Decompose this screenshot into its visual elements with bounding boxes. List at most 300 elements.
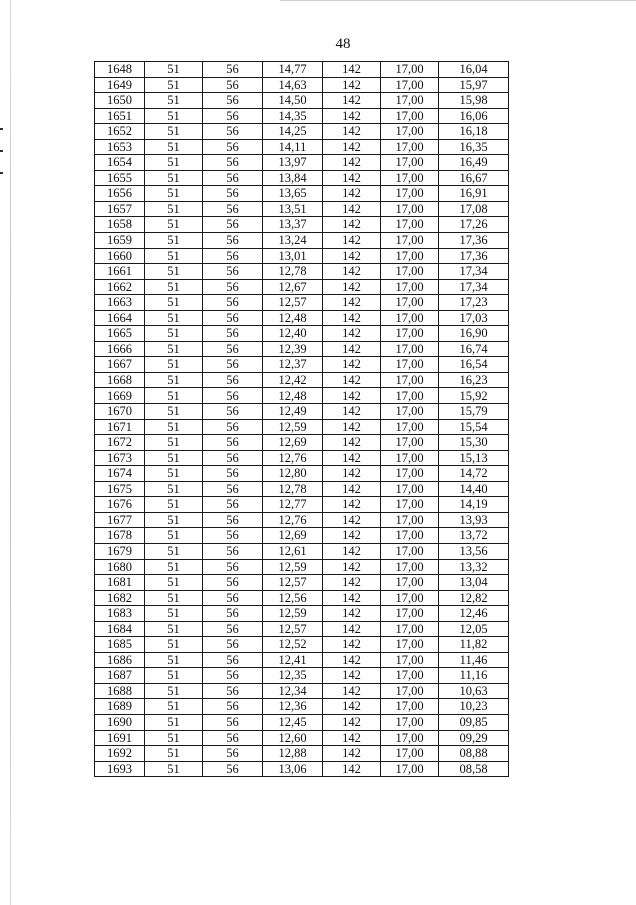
table-cell: 12,36 [263,699,323,715]
table-cell: 16,90 [439,326,509,342]
table-cell: 142 [323,652,381,668]
table-cell: 12,37 [263,357,323,373]
table-cell: 142 [323,512,381,528]
table-cell: 14,35 [263,108,323,124]
table-cell: 13,04 [439,575,509,591]
table-cell: 14,11 [263,139,323,155]
table-cell: 51 [145,714,203,730]
table-cell: 12,57 [263,575,323,591]
table-row [95,62,509,78]
table-cell: 56 [203,139,263,155]
table-cell: 56 [203,388,263,404]
table-cell: 12,61 [263,543,323,559]
table-cell: 51 [145,326,203,342]
table-cell: 17,00 [381,341,439,357]
table-cell: 12,46 [439,606,509,622]
table-cell: 1660 [95,248,145,264]
data-table [94,61,509,777]
table-cell: 16,91 [439,186,509,202]
table-cell: 56 [203,77,263,93]
table-row [95,170,509,186]
table-cell: 14,77 [263,62,323,78]
table-cell: 142 [323,668,381,684]
table-cell: 17,00 [381,590,439,606]
table-cell: 17,00 [381,279,439,295]
table-cell: 51 [145,543,203,559]
table-cell: 12,49 [263,404,323,420]
table-cell: 142 [323,419,381,435]
table-cell: 17,00 [381,108,439,124]
table-cell: 1689 [95,699,145,715]
table-cell: 17,26 [439,217,509,233]
table-cell: 1656 [95,186,145,202]
table-cell: 16,67 [439,170,509,186]
table-row [95,248,509,264]
table-cell: 56 [203,404,263,420]
table-row [95,668,509,684]
table-row [95,435,509,451]
table-cell: 1652 [95,124,145,140]
table-cell: 51 [145,730,203,746]
table-cell: 56 [203,466,263,482]
table-row [95,155,509,171]
table-cell: 17,00 [381,124,439,140]
table-cell: 17,36 [439,248,509,264]
table-cell: 51 [145,746,203,762]
table-cell: 1662 [95,279,145,295]
table-cell: 1661 [95,264,145,280]
table-cell: 12,76 [263,450,323,466]
table-cell: 1688 [95,683,145,699]
table-cell: 142 [323,590,381,606]
table-cell: 12,67 [263,279,323,295]
table-cell: 1669 [95,388,145,404]
table-cell: 17,00 [381,62,439,78]
table-cell: 142 [323,730,381,746]
table-cell: 14,25 [263,124,323,140]
table-cell: 08,88 [439,746,509,762]
table-cell: 142 [323,497,381,513]
table-cell: 14,50 [263,93,323,109]
table-cell: 1663 [95,295,145,311]
table-row [95,264,509,280]
table-cell: 16,54 [439,357,509,373]
page-number: 48 [335,36,351,52]
table-row [95,326,509,342]
table-row [95,481,509,497]
table-cell: 1683 [95,606,145,622]
table-cell: 56 [203,326,263,342]
table-cell: 56 [203,93,263,109]
table-cell: 17,34 [439,264,509,280]
table-row [95,295,509,311]
table-cell: 56 [203,341,263,357]
table-cell: 56 [203,575,263,591]
table-cell: 17,00 [381,248,439,264]
table-cell: 1665 [95,326,145,342]
table-cell: 12,52 [263,637,323,653]
table-cell: 142 [323,155,381,171]
table-row [95,372,509,388]
table-cell: 17,00 [381,186,439,202]
table-cell: 17,00 [381,388,439,404]
table-cell: 142 [323,310,381,326]
table-row [95,404,509,420]
table-cell: 142 [323,543,381,559]
table-cell: 12,78 [263,264,323,280]
table-cell: 13,97 [263,155,323,171]
table-cell: 142 [323,341,381,357]
table-cell: 56 [203,372,263,388]
table-cell: 51 [145,341,203,357]
table-cell: 1684 [95,621,145,637]
table-cell: 17,00 [381,497,439,513]
table-cell: 51 [145,606,203,622]
table-cell: 17,00 [381,201,439,217]
table-row [95,637,509,653]
table-cell: 12,34 [263,683,323,699]
table-cell: 13,84 [263,170,323,186]
table-row [95,341,509,357]
table-cell: 14,40 [439,481,509,497]
table-cell: 17,00 [381,155,439,171]
table-cell: 14,19 [439,497,509,513]
table-cell: 51 [145,139,203,155]
table-cell: 1679 [95,543,145,559]
table-cell: 12,41 [263,652,323,668]
table-cell: 1667 [95,357,145,373]
table-cell: 15,13 [439,450,509,466]
table-cell: 51 [145,590,203,606]
table-cell: 14,72 [439,466,509,482]
table-cell: 142 [323,233,381,249]
table-row [95,746,509,762]
table-cell: 56 [203,621,263,637]
table-cell: 142 [323,559,381,575]
table-cell: 17,00 [381,481,439,497]
table-row [95,450,509,466]
table-cell: 1687 [95,668,145,684]
table-cell: 51 [145,310,203,326]
table-cell: 142 [323,528,381,544]
table-cell: 142 [323,62,381,78]
table-cell: 56 [203,543,263,559]
table-row [95,108,509,124]
table-row [95,419,509,435]
table-cell: 12,48 [263,388,323,404]
table-row [95,683,509,699]
scan-artifact-mark [0,150,3,152]
table-cell: 17,00 [381,761,439,777]
table-cell: 17,00 [381,730,439,746]
table-cell: 15,92 [439,388,509,404]
table-cell: 12,05 [439,621,509,637]
table-row [95,575,509,591]
table-cell: 56 [203,590,263,606]
table-cell: 16,06 [439,108,509,124]
table-cell: 51 [145,559,203,575]
table-cell: 56 [203,559,263,575]
table-cell: 1673 [95,450,145,466]
table-cell: 51 [145,108,203,124]
table-cell: 12,56 [263,590,323,606]
table-cell: 142 [323,699,381,715]
table-cell: 51 [145,528,203,544]
table-cell: 17,00 [381,543,439,559]
table-cell: 16,18 [439,124,509,140]
table-row [95,233,509,249]
table-cell: 56 [203,310,263,326]
table-row [95,466,509,482]
table-cell: 56 [203,450,263,466]
table-row [95,497,509,513]
table-cell: 17,00 [381,746,439,762]
table-cell: 13,06 [263,761,323,777]
table-cell: 142 [323,279,381,295]
table-row [95,714,509,730]
table-cell: 56 [203,746,263,762]
table-cell: 17,00 [381,93,439,109]
table-cell: 1690 [95,714,145,730]
table-cell: 1659 [95,233,145,249]
table-cell: 17,00 [381,77,439,93]
table-cell: 17,00 [381,310,439,326]
table-cell: 11,16 [439,668,509,684]
table-cell: 12,82 [439,590,509,606]
table-cell: 142 [323,186,381,202]
table-cell: 51 [145,419,203,435]
table-cell: 11,46 [439,652,509,668]
table-cell: 51 [145,372,203,388]
table-cell: 56 [203,714,263,730]
table-cell: 56 [203,730,263,746]
table-cell: 56 [203,512,263,528]
table-cell: 56 [203,761,263,777]
table-cell: 15,98 [439,93,509,109]
table-cell: 12,57 [263,621,323,637]
table-cell: 12,76 [263,512,323,528]
table-row [95,388,509,404]
table-cell: 17,00 [381,372,439,388]
table-cell: 142 [323,201,381,217]
table-cell: 17,00 [381,295,439,311]
table-cell: 142 [323,404,381,420]
table-cell: 12,39 [263,341,323,357]
table-cell: 142 [323,139,381,155]
table-cell: 09,29 [439,730,509,746]
table-cell: 17,00 [381,512,439,528]
table-cell: 17,00 [381,652,439,668]
table-cell: 56 [203,155,263,171]
table-row [95,761,509,777]
table-cell: 51 [145,621,203,637]
table-cell: 51 [145,62,203,78]
table-cell: 17,00 [381,575,439,591]
table-cell: 142 [323,295,381,311]
table-cell: 16,23 [439,372,509,388]
table-cell: 142 [323,77,381,93]
table-cell: 142 [323,606,381,622]
table-cell: 12,69 [263,528,323,544]
table-row [95,730,509,746]
table-cell: 1671 [95,419,145,435]
table-cell: 1657 [95,201,145,217]
table-cell: 1685 [95,637,145,653]
table-row [95,559,509,575]
table-cell: 56 [203,652,263,668]
table-cell: 51 [145,217,203,233]
table-cell: 142 [323,93,381,109]
table-row [95,590,509,606]
table-cell: 12,40 [263,326,323,342]
table-cell: 51 [145,512,203,528]
table-cell: 17,00 [381,139,439,155]
table-cell: 17,00 [381,699,439,715]
table-cell: 51 [145,388,203,404]
table-cell: 1668 [95,372,145,388]
table-cell: 56 [203,637,263,653]
table-row [95,201,509,217]
table-row [95,528,509,544]
table-cell: 51 [145,699,203,715]
table-cell: 17,00 [381,233,439,249]
table-cell: 142 [323,746,381,762]
table-cell: 142 [323,683,381,699]
table-cell: 51 [145,264,203,280]
table-cell: 56 [203,357,263,373]
table-cell: 142 [323,124,381,140]
table-cell: 10,23 [439,699,509,715]
table-cell: 17,03 [439,310,509,326]
table-cell: 51 [145,497,203,513]
table-cell: 17,00 [381,621,439,637]
scan-top-line [280,0,636,1]
table-cell: 56 [203,233,263,249]
table-cell: 08,58 [439,761,509,777]
table-row [95,621,509,637]
table-cell: 17,00 [381,419,439,435]
table-cell: 56 [203,497,263,513]
table-cell: 142 [323,481,381,497]
table-cell: 14,63 [263,77,323,93]
table-cell: 1650 [95,93,145,109]
table-cell: 51 [145,201,203,217]
table-cell: 142 [323,388,381,404]
table-cell: 51 [145,248,203,264]
table-row [95,512,509,528]
table-cell: 13,72 [439,528,509,544]
table-cell: 142 [323,450,381,466]
table-cell: 12,35 [263,668,323,684]
table-cell: 1676 [95,497,145,513]
table-cell: 1682 [95,590,145,606]
table-cell: 51 [145,170,203,186]
table-cell: 1654 [95,155,145,171]
table-cell: 1681 [95,575,145,591]
table-cell: 17,00 [381,637,439,653]
table-cell: 56 [203,124,263,140]
table-cell: 51 [145,357,203,373]
table-cell: 142 [323,621,381,637]
scan-artifact-mark [0,172,3,174]
table-row [95,606,509,622]
table-cell: 17,23 [439,295,509,311]
table-cell: 1686 [95,652,145,668]
table-cell: 1649 [95,77,145,93]
table-row [95,93,509,109]
table-row [95,310,509,326]
table-cell: 13,24 [263,233,323,249]
table-cell: 1680 [95,559,145,575]
table-row [95,652,509,668]
table-cell: 09,85 [439,714,509,730]
table-cell: 15,30 [439,435,509,451]
table-row [95,186,509,202]
table-row [95,139,509,155]
table-cell: 51 [145,466,203,482]
table-cell: 13,01 [263,248,323,264]
table-cell: 13,56 [439,543,509,559]
table-cell: 12,48 [263,310,323,326]
table-cell: 56 [203,528,263,544]
table-cell: 17,08 [439,201,509,217]
table-cell: 17,00 [381,606,439,622]
table-cell: 17,00 [381,559,439,575]
table-cell: 51 [145,93,203,109]
table-cell: 56 [203,186,263,202]
table-cell: 17,00 [381,170,439,186]
table-body [95,62,509,777]
table-cell: 51 [145,637,203,653]
table-row [95,279,509,295]
table-cell: 56 [203,62,263,78]
table-cell: 12,59 [263,419,323,435]
table-cell: 12,88 [263,746,323,762]
table-cell: 13,37 [263,217,323,233]
table-cell: 51 [145,450,203,466]
table-cell: 51 [145,404,203,420]
table-cell: 142 [323,637,381,653]
table-cell: 56 [203,170,263,186]
table-cell: 12,42 [263,372,323,388]
table-cell: 142 [323,170,381,186]
table-cell: 17,00 [381,683,439,699]
table-cell: 142 [323,326,381,342]
table-cell: 56 [203,217,263,233]
table-cell: 1674 [95,466,145,482]
table-cell: 51 [145,155,203,171]
table-cell: 17,36 [439,233,509,249]
table-cell: 12,57 [263,295,323,311]
table-cell: 142 [323,575,381,591]
table-cell: 16,35 [439,139,509,155]
table-cell: 17,00 [381,357,439,373]
scan-artifact-mark [0,128,3,130]
table-cell: 17,00 [381,326,439,342]
table-cell: 17,00 [381,404,439,420]
table-cell: 142 [323,264,381,280]
table-cell: 51 [145,233,203,249]
table-cell: 15,97 [439,77,509,93]
table-cell: 51 [145,186,203,202]
table-cell: 17,34 [439,279,509,295]
table-row [95,699,509,715]
table-cell: 17,00 [381,435,439,451]
table-cell: 56 [203,295,263,311]
table-cell: 1648 [95,62,145,78]
table-cell: 13,51 [263,201,323,217]
table-cell: 142 [323,357,381,373]
